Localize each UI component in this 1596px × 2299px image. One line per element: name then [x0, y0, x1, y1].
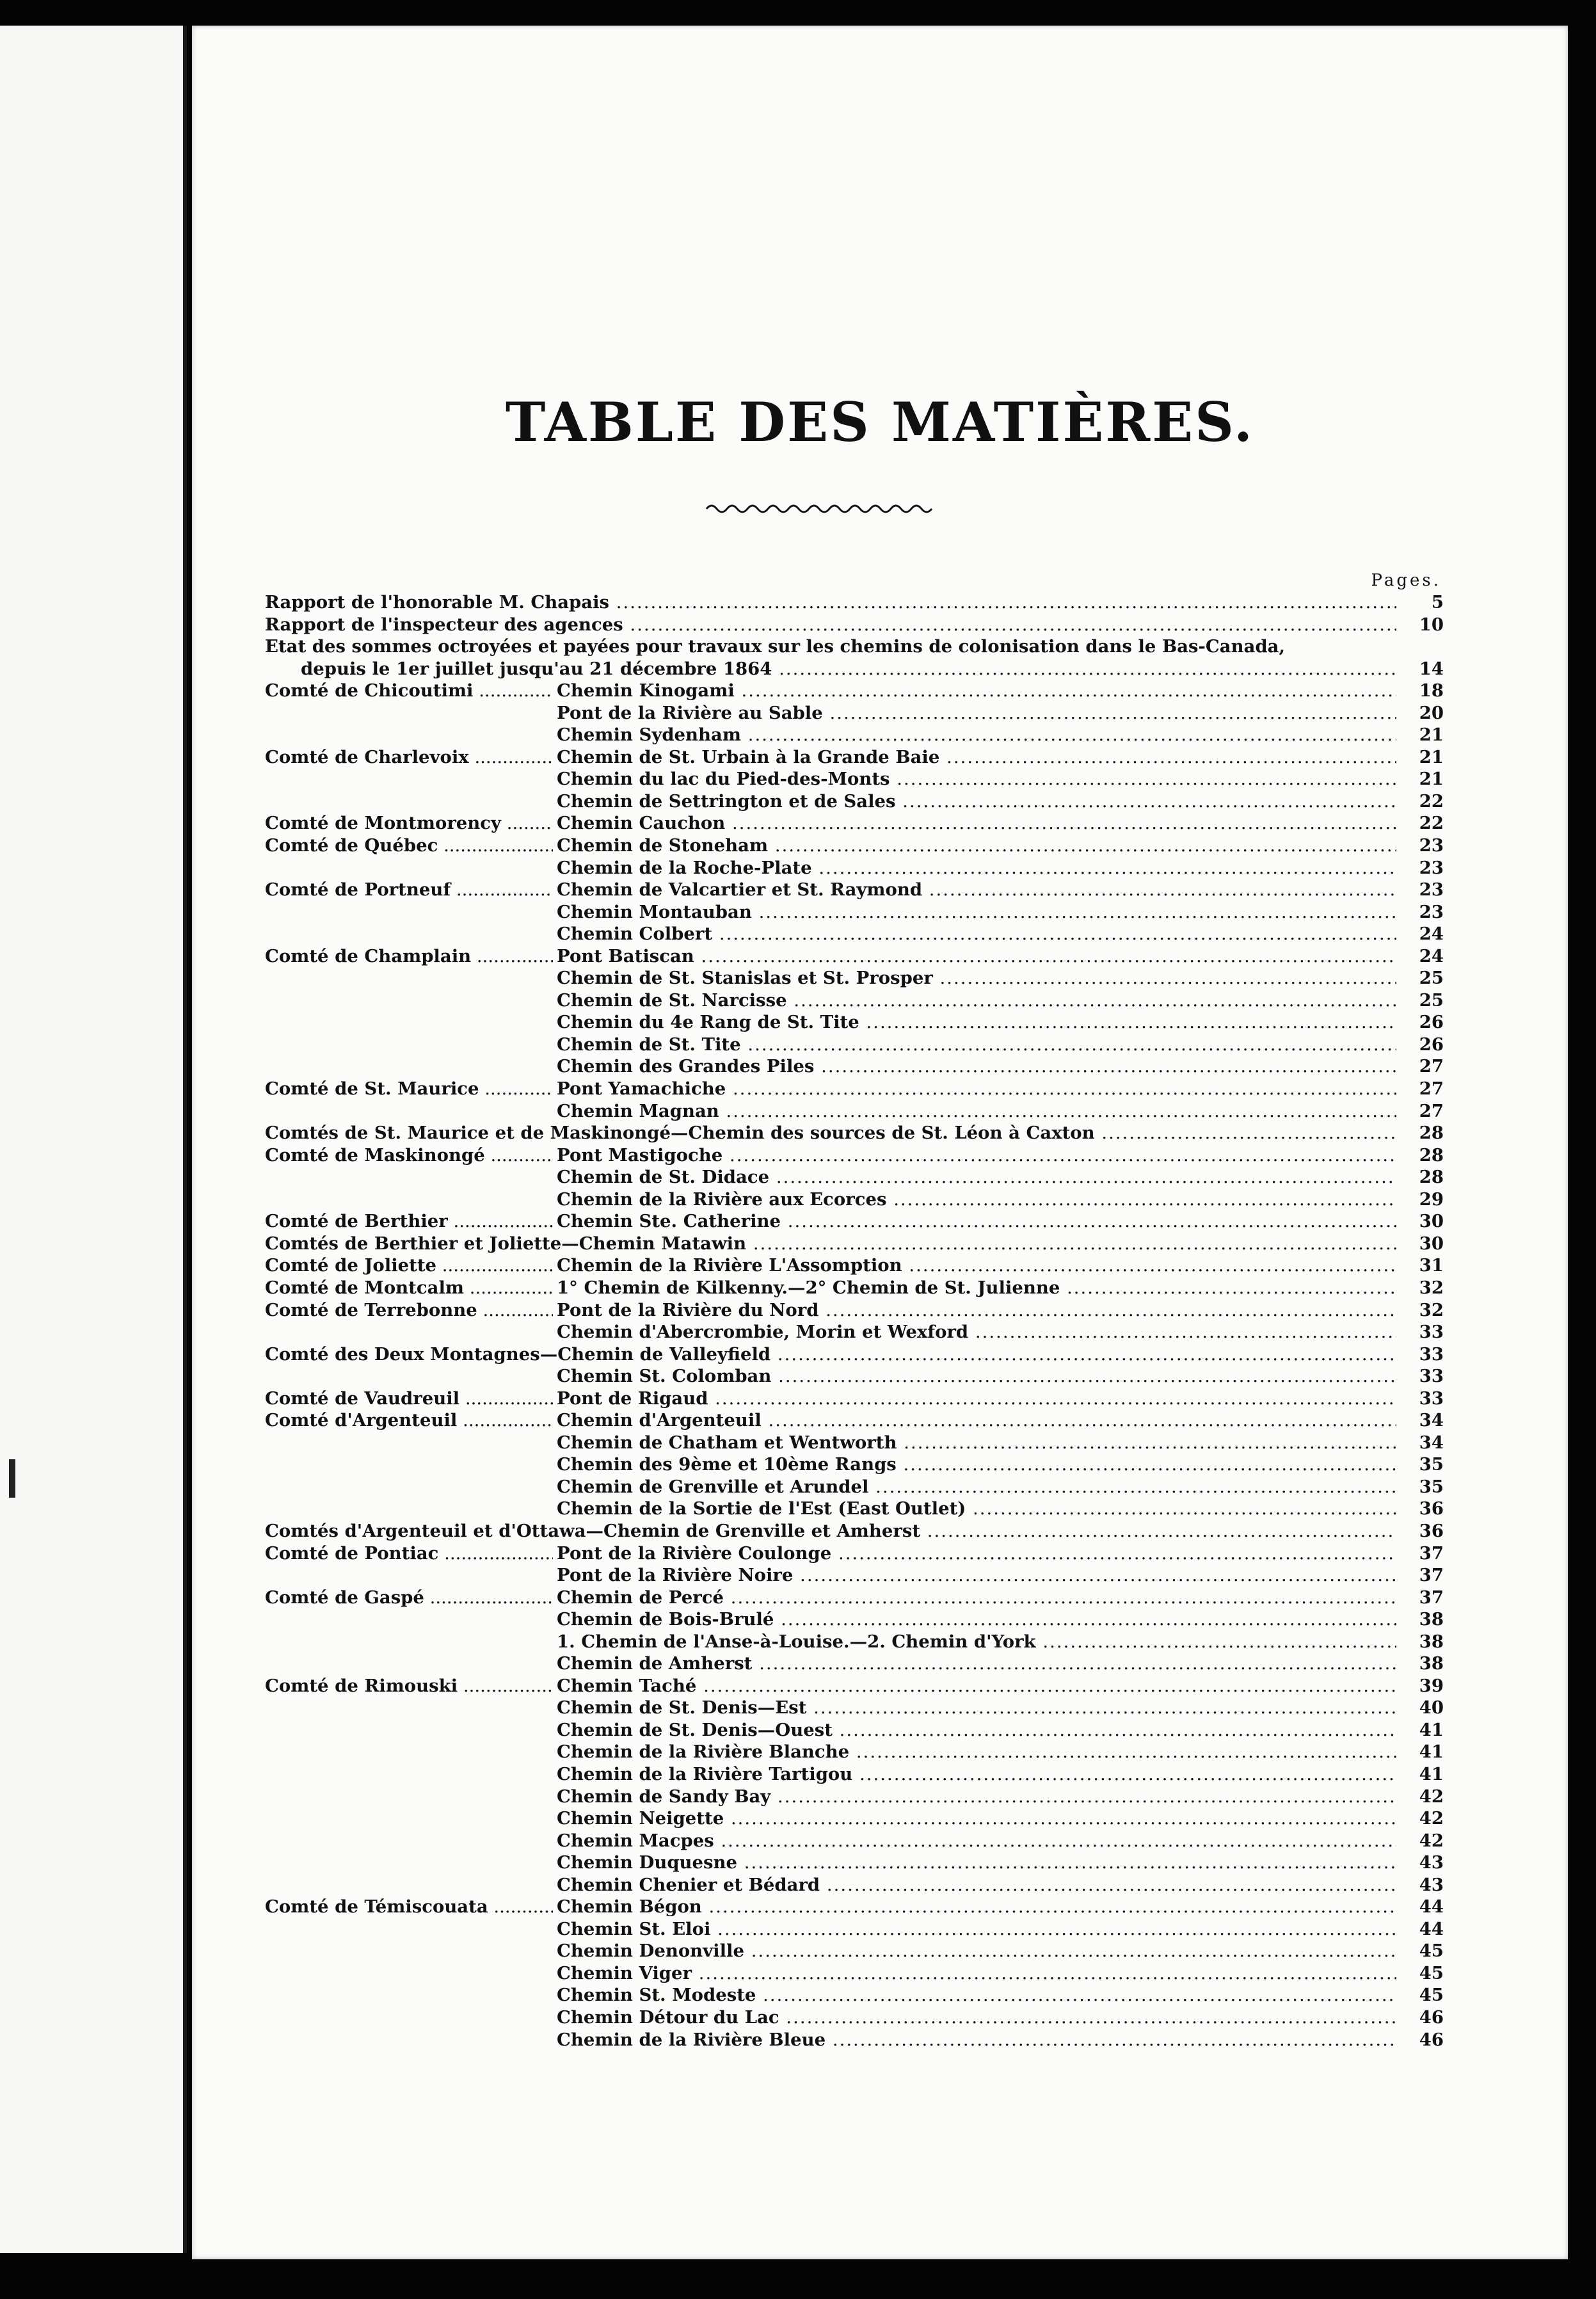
entry-title: Etat des sommes octroyées et payées pour travaux sur les chemins de colonisation dans le Bas-Canada,: [265, 636, 1286, 657]
entry-title: Comté des Deux Montagnes—Chemin de Valleyfield .....: [265, 1343, 1396, 1366]
page-number: 5: [1431, 592, 1444, 613]
entry-title: Chemin de St. Denis—Ouest .....: [557, 1719, 1396, 1742]
page-number: 33: [1419, 1322, 1444, 1343]
toc-entry: [265, 1321, 1444, 1343]
page-number: 31: [1419, 1255, 1444, 1276]
toc-entry: [265, 1343, 1444, 1366]
page-number: 14: [1419, 658, 1444, 679]
entry-title: Chemin Sydenham .....: [557, 724, 1396, 746]
toc-entry: [265, 857, 1444, 879]
toc-entry: [265, 2029, 1444, 2051]
toc-entry: [265, 1078, 1444, 1100]
toc-entry: [265, 1763, 1444, 1786]
toc-entry: [265, 1055, 1444, 1078]
entry-title: Chemin Taché .....: [557, 1675, 1396, 1697]
page-number: 37: [1419, 1565, 1444, 1586]
page-number: 21: [1419, 746, 1444, 767]
page-number: 27: [1419, 1078, 1444, 1100]
page-number: 34: [1419, 1410, 1444, 1431]
entry-title: Chemin du 4e Rang de St. Tite .....: [557, 1011, 1396, 1034]
entry-title: Chemin d'Abercrombie, Morin et Wexford .....: [557, 1321, 1396, 1343]
page-number: 20: [1419, 702, 1444, 723]
entry-title: Chemin de Percé .....: [557, 1587, 1396, 1609]
entry-title: Pont de la Rivière au Sable .....: [557, 702, 1396, 725]
toc-entry: [265, 1454, 1444, 1476]
entry-title: Chemin de Chatham et Wentworth .....: [557, 1432, 1396, 1454]
entry-title: Chemin Magnan .....: [557, 1100, 1396, 1123]
entry-title: Pont de la Rivière Coulonge .....: [557, 1542, 1396, 1565]
entry-title: Chemin Viger .....: [557, 1962, 1396, 1985]
page-number: 28: [1419, 1144, 1444, 1166]
county-label: Comté de Joliette .....: [265, 1254, 553, 1277]
document-page: [192, 26, 1568, 2259]
page-number: 42: [1419, 1808, 1444, 1829]
page-number: 35: [1419, 1454, 1444, 1475]
toc-entry: [265, 1409, 1444, 1432]
toc-entry: [265, 702, 1444, 725]
county-label: Comté d'Argenteuil .....: [265, 1409, 553, 1432]
entry-title: Comtés de St. Maurice et de Maskinongé—Chemin des sources de St. Léon à Caxton .....: [265, 1122, 1396, 1144]
page-number: 21: [1419, 725, 1444, 746]
entry-title: Comtés de Berthier et Joliette—Chemin Matawin .....: [265, 1233, 1396, 1255]
toc-entry: [265, 746, 1444, 769]
county-label: Comté de Pontiac .....: [265, 1542, 553, 1565]
entry-title: Chemin Chenier et Bédard .....: [557, 1874, 1396, 1896]
toc-entry: [265, 1210, 1444, 1233]
entry-title: Pont Batiscan .....: [557, 945, 1396, 968]
toc-entry: [265, 1786, 1444, 1808]
toc-entry: [265, 923, 1444, 945]
toc-entry: [265, 1631, 1444, 1653]
entry-title: Chemin Duquesne .....: [557, 1852, 1396, 1874]
page-heading: TABLE DES MATIÈRES.: [505, 390, 1255, 454]
toc-entry: [265, 1807, 1444, 1830]
page-number: 41: [1419, 1742, 1444, 1763]
entry-title: Chemin Ste. Catherine .....: [557, 1210, 1396, 1233]
entry-title: Chemin de St. Urbain à la Grande Baie .....: [557, 746, 1396, 769]
entry-title: Chemin de Stoneham .....: [557, 835, 1396, 857]
page-number: 38: [1419, 1653, 1444, 1674]
entry-title: Chemin de la Rivière aux Ecorces .....: [557, 1189, 1396, 1211]
page-number: 24: [1419, 924, 1444, 945]
page-number: 43: [1419, 1852, 1444, 1873]
entry-title: Chemin de Settrington et de Sales .....: [557, 790, 1396, 813]
entry-title: Chemin de Bois-Brulé .....: [557, 1608, 1396, 1631]
page-number: 45: [1419, 1985, 1444, 2006]
page-number: 36: [1419, 1498, 1444, 1519]
county-label: Comté de Témiscouata .....: [265, 1896, 553, 1918]
page-number: 21: [1419, 769, 1444, 790]
entry-title: Chemin de la Rivière Blanche .....: [557, 1741, 1396, 1763]
page-number: 23: [1419, 901, 1444, 922]
page-number: 46: [1419, 2029, 1444, 2050]
page-number: 38: [1419, 1609, 1444, 1630]
entry-title: Chemin de la Rivière L'Assomption .....: [557, 1254, 1396, 1277]
entry-title: Pont Yamachiche .....: [557, 1078, 1396, 1100]
entry-title: Pont de Rigaud .....: [557, 1388, 1396, 1410]
county-label: Comté de Québec .....: [265, 835, 553, 857]
page-number: 44: [1419, 1918, 1444, 1939]
entry-title: Rapport de l'inspecteur des agences .....: [265, 614, 1396, 636]
page-mark: [9, 1459, 15, 1498]
entry-title: Chemin Colbert .....: [557, 923, 1396, 945]
page-number: 26: [1419, 1034, 1444, 1055]
county-label: Comté de Gaspé .....: [265, 1587, 553, 1609]
toc-entry: [265, 1144, 1444, 1167]
county-label: Comté de Chicoutimi .....: [265, 680, 553, 702]
entry-title: Chemin de St. Narcisse .....: [557, 989, 1396, 1012]
entry-title: Chemin du lac du Pied-des-Monts .....: [557, 768, 1396, 790]
entry-title: depuis le 1er juillet jusqu'au 21 décembre 1864 .....: [301, 658, 1396, 680]
toc-entry: [265, 790, 1444, 813]
left-page-edge: [0, 26, 187, 2253]
entry-title: Chemin St. Colomban .....: [557, 1365, 1396, 1388]
ornament-rule: [704, 499, 934, 518]
entry-title: Chemin de St. Tite .....: [557, 1034, 1396, 1056]
page-number: 45: [1419, 1962, 1444, 1983]
toc-entry: [265, 1233, 1444, 1255]
entry-title: Chemin d'Argenteuil .....: [557, 1409, 1396, 1432]
toc-entry: [265, 1365, 1444, 1388]
toc-entry: [265, 1388, 1444, 1410]
toc-entry: [265, 1984, 1444, 2007]
entry-title: Chemin Détour du Lac .....: [557, 2007, 1396, 2029]
page-number: 27: [1419, 1056, 1444, 1077]
page-number: 37: [1419, 1542, 1444, 1564]
toc-entry: [265, 1299, 1444, 1322]
toc-entry: [265, 1011, 1444, 1034]
toc-entry: [265, 1874, 1444, 1896]
page-number: 35: [1419, 1476, 1444, 1497]
toc-entry: [265, 945, 1444, 968]
page-number: 26: [1419, 1012, 1444, 1033]
county-label: Comté de Vaudreuil .....: [265, 1388, 553, 1410]
entry-title: Comtés d'Argenteuil et d'Ottawa—Chemin de Grenville et Amherst .....: [265, 1520, 1396, 1542]
entry-title: Chemin de la Roche-Plate .....: [557, 857, 1396, 879]
toc-entries: [265, 591, 1444, 2051]
page-number: 23: [1419, 879, 1444, 901]
county-label: Comté de Charlevoix .....: [265, 746, 553, 769]
page-number: 41: [1419, 1763, 1444, 1784]
entry-title: Chemin de la Rivière Tartigou .....: [557, 1763, 1396, 1786]
toc-entry: [265, 591, 1444, 614]
entry-title: Chemin Macpes .....: [557, 1830, 1396, 1852]
entry-title: Chemin Montauban .....: [557, 901, 1396, 924]
county-label: Comté de Champlain .....: [265, 945, 553, 968]
toc-entry: [265, 1542, 1444, 1565]
page-number: 33: [1419, 1388, 1444, 1409]
entry-title: Chemin Bégon .....: [557, 1896, 1396, 1918]
page-number: 32: [1419, 1299, 1444, 1320]
toc-entry: [265, 1277, 1444, 1299]
page-number: 41: [1419, 1719, 1444, 1740]
toc-entry: [265, 1100, 1444, 1123]
toc-entry: [265, 1918, 1444, 1941]
page-number: 25: [1419, 968, 1444, 989]
page-number: 37: [1419, 1587, 1444, 1608]
toc-entry: [265, 1520, 1444, 1542]
toc-entry: [265, 1697, 1444, 1719]
entry-title: Chemin de St. Denis—Est .....: [557, 1697, 1396, 1719]
toc-entry: [265, 1852, 1444, 1874]
toc-entry: [265, 658, 1444, 680]
county-label: Comté de St. Maurice .....: [265, 1078, 553, 1100]
county-label: Comté de Berthier .....: [265, 1210, 553, 1233]
county-label: Comté de Rimouski .....: [265, 1675, 553, 1697]
entry-title: Pont Mastigoche .....: [557, 1144, 1396, 1167]
toc-entry: [265, 1564, 1444, 1587]
entry-title: Chemin de la Rivière Bleue .....: [557, 2029, 1396, 2051]
page-number: 36: [1419, 1520, 1444, 1541]
entry-title: 1° Chemin de Kilkenny.—2° Chemin de St. Julienne .....: [557, 1277, 1396, 1299]
toc-entry: [265, 768, 1444, 790]
toc-entry: [265, 1189, 1444, 1211]
page-number: 22: [1419, 790, 1444, 812]
entry-title: Chemin de la Sortie de l'Est (East Outlet) .....: [557, 1498, 1396, 1520]
toc-entry: [265, 1675, 1444, 1697]
page-number: 38: [1419, 1631, 1444, 1652]
county-label: Comté de Portneuf .....: [265, 879, 553, 901]
page-number: 33: [1419, 1366, 1444, 1387]
page-number: 10: [1419, 614, 1444, 635]
page-number: 22: [1419, 813, 1444, 834]
page-number: 46: [1419, 2007, 1444, 2028]
entry-title: Chemin de Valcartier et St. Raymond .....: [557, 879, 1396, 901]
entry-title: Chemin Kinogami .....: [557, 680, 1396, 702]
page-number: 43: [1419, 1874, 1444, 1895]
page-number: 42: [1419, 1786, 1444, 1807]
entry-title: Chemin St. Eloi .....: [557, 1918, 1396, 1941]
toc-entry: [265, 614, 1444, 636]
county-label: Comté de Maskinongé .....: [265, 1144, 553, 1167]
toc-entry: [265, 835, 1444, 857]
toc-entry: [265, 1432, 1444, 1454]
toc-entry: [265, 1476, 1444, 1498]
page-number: 42: [1419, 1830, 1444, 1851]
entry-title: Chemin des Grandes Piles .....: [557, 1055, 1396, 1078]
page-number: 30: [1419, 1211, 1444, 1232]
toc-entry: [265, 879, 1444, 901]
entry-title: Chemin des 9ème et 10ème Rangs .....: [557, 1454, 1396, 1476]
toc-entry: [265, 1830, 1444, 1852]
table-of-contents: [265, 570, 1444, 2051]
entry-title: Chemin de Amherst .....: [557, 1653, 1396, 1675]
pages-column-header: Pages.: [1371, 571, 1441, 590]
toc-entry: [265, 2007, 1444, 2029]
toc-entry: [265, 1122, 1444, 1144]
page-number: 40: [1419, 1697, 1444, 1718]
toc-entry: [265, 724, 1444, 746]
page-number: 33: [1419, 1343, 1444, 1365]
entry-title: Pont de la Rivière du Nord .....: [557, 1299, 1396, 1322]
page-number: 24: [1419, 945, 1444, 966]
toc-entry: [265, 680, 1444, 702]
page-number: 45: [1419, 1941, 1444, 1962]
toc-entry: [265, 636, 1444, 658]
entry-title: 1. Chemin de l'Anse-à-Louise.—2. Chemin d'York .....: [557, 1631, 1396, 1653]
toc-entry: [265, 1940, 1444, 1962]
toc-entry: [265, 967, 1444, 989]
entry-title: Pont de la Rivière Noire .....: [557, 1564, 1396, 1587]
county-label: Comté de Terrebonne .....: [265, 1299, 553, 1322]
toc-entry: [265, 1962, 1444, 1985]
page-number: 27: [1419, 1100, 1444, 1121]
page-number: 28: [1419, 1167, 1444, 1188]
toc-entry: [265, 1896, 1444, 1918]
entry-title: Chemin de Grenville et Arundel .....: [557, 1476, 1396, 1498]
page-number: 34: [1419, 1432, 1444, 1453]
page-number: 28: [1419, 1123, 1444, 1144]
toc-entry: [265, 1498, 1444, 1520]
toc-entry: [265, 812, 1444, 835]
toc-entry: [265, 1608, 1444, 1631]
county-label: Comté de Montmorency .....: [265, 812, 553, 835]
page-number: 18: [1419, 680, 1444, 701]
toc-entry: [265, 1741, 1444, 1763]
page-number: 29: [1419, 1189, 1444, 1210]
toc-entry: [265, 1653, 1444, 1675]
page-number: 44: [1419, 1896, 1444, 1918]
toc-entry: [265, 1166, 1444, 1189]
entry-title: Chemin Denonville .....: [557, 1940, 1396, 1962]
page-number: 25: [1419, 989, 1444, 1011]
entry-title: Chemin St. Modeste .....: [557, 1984, 1396, 2007]
toc-entry: [265, 1034, 1444, 1056]
county-label: Comté de Montcalm .....: [265, 1277, 553, 1299]
page-number: 23: [1419, 857, 1444, 878]
entry-title: Rapport de l'honorable M. Chapais .....: [265, 591, 1396, 614]
toc-entry: [265, 901, 1444, 924]
page-number: 39: [1419, 1675, 1444, 1696]
page-number: 23: [1419, 835, 1444, 856]
entry-title: Chemin Neigette .....: [557, 1807, 1396, 1830]
toc-entry: [265, 1719, 1444, 1742]
entry-title: Chemin de St. Stanislas et St. Prosper .....: [557, 967, 1396, 989]
page-number: 32: [1419, 1277, 1444, 1298]
toc-entry: [265, 1587, 1444, 1609]
toc-entry: [265, 989, 1444, 1012]
entry-title: Chemin de Sandy Bay .....: [557, 1786, 1396, 1808]
entry-title: Chemin Cauchon .....: [557, 812, 1396, 835]
entry-title: Chemin de St. Didace .....: [557, 1166, 1396, 1189]
toc-entry: [265, 1254, 1444, 1277]
page-number: 30: [1419, 1233, 1444, 1254]
